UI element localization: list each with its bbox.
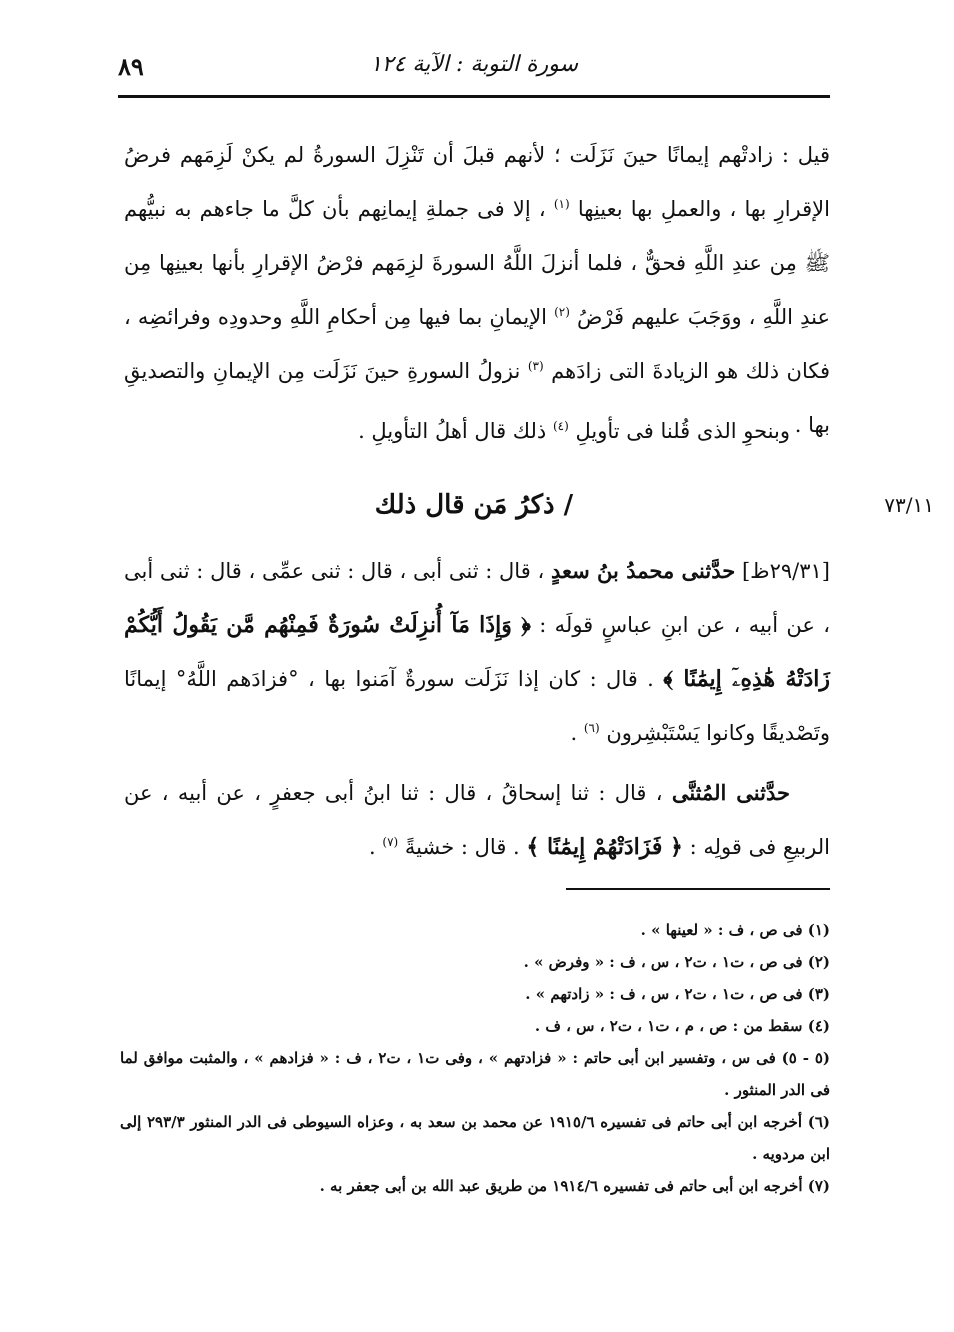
footnote: (٢) فى ص ، ت١ ، ت٢ ، س ، ف : « وفرض » . xyxy=(523,953,830,971)
footnote-marker-2: (٢) xyxy=(554,305,570,319)
paragraph-text: ، قال : ثنى أبى ، قال : ثنى عمِّى ، قال : ثنى أبى ، عن أبيه ، عن ابنِ عباسٍ قولَه : xyxy=(124,559,830,637)
quran-verse: ﴿ فَزَادَتْهُمْ إِيمَٰنًا ﴾ xyxy=(526,834,683,860)
quoted-text: °فزادَهم اللَّهُ° إيمانًا وتَصْديقًا وكانوا يَسْتَبْشِرون xyxy=(124,667,830,745)
footnote-marker-6: (٦) xyxy=(583,721,600,735)
footnote-marker-1: (١) xyxy=(553,197,570,211)
paragraph-text: . قال : كان إذا نَزَلَت سورةٌ آمَنوا بها ، xyxy=(308,667,654,691)
footnote-rule xyxy=(566,888,830,890)
paragraph-4 xyxy=(124,766,830,874)
footnote: (٤) سقط من : ص ، م ، ت١ ، ت٢ ، س ، ف . xyxy=(534,1017,830,1035)
footnote: (٧) أخرجه ابن أبى حاتم فى تفسيره ١٩١٤/٦ من طريق عبد الله بن أبى جعفر به . xyxy=(319,1177,830,1195)
footnote-marker-7: (٧) xyxy=(382,835,399,849)
paragraph-text: قيل : زادتْهم إيمانًا حينَ نَزَلَت ؛ لأنهم قبلَ أن تَنْزِلَ السورةُ لم يكنْ لَزِمَهم فرضُ الإقرارِ بها ، والعملِ بها بعينِها xyxy=(124,143,830,221)
paragraph-text: الإيمانِ بما فيها مِن أحكامِ اللَّهِ وحدودِه وفرائضِه ، فكان ذلك هو الزيادةَ التى زادَهم xyxy=(124,305,830,383)
header-rule xyxy=(118,95,830,98)
narrator: حدَّثنى المُثنَّى xyxy=(671,780,790,805)
paragraph-3 xyxy=(124,544,830,760)
footnotes xyxy=(120,914,830,1202)
narrator: حدَّثنى محمدُ بنُ سعدٍ xyxy=(550,558,736,583)
paragraph-2 xyxy=(124,404,830,458)
paragraph-text: ، إلا فى جملةِ إيمانِهم بأن كلَّ ما جاءهم به نبيُّهم ﷺ مِن عندِ اللَّهِ فحقٌّ ، فلما أنزلَ اللَّهُ السورةَ لزِمَهم فرْضُ الإقرارِ بأنها بعينِها مِن عندِ اللَّهِ ، ووَجَبَ عليهم فَرْضُ xyxy=(124,197,830,329)
paragraph-end: . xyxy=(570,721,578,745)
footnote: (١) فى ص ، ف : « لعينها » . xyxy=(640,921,830,939)
paragraph-text: . قال : خشيةً xyxy=(404,835,520,859)
paragraph-text: نزولُ السورةِ حينَ نَزَلَت مِن الإيمانِ والتصديقِ بها . xyxy=(124,359,830,437)
page-header xyxy=(118,52,830,92)
manuscript-reference: [٢٩/٣١ظ] xyxy=(741,559,830,583)
paragraph-text: وبنحوِ الذى قُلنا فى تأويلِ xyxy=(575,419,790,443)
paragraph-text: ، قال : ثنا إسحاقُ ، قال : ثنا ابنُ أبى جعفرٍ ، عن أبيه ، عن الربيعِ فى قولِه : xyxy=(124,781,830,859)
section-heading: / ذكرُ مَن قال ذلك xyxy=(374,490,574,520)
footnote: (٦) أخرجه ابن أبى حاتم فى تفسيره ١٩١٥/٦ عن محمد بن سعد به ، وعزاه السيوطى فى الدر المنثور ٢٩٣/٣ إلى ابن مردويه . xyxy=(120,1113,830,1163)
paragraph-end: . xyxy=(369,835,376,859)
footnote-marker-4: (٤) xyxy=(552,419,569,433)
footnote-marker-3: (٣) xyxy=(527,359,544,373)
page-number: ٨٩ xyxy=(118,52,144,81)
quran-verse: ﴿ وَإِذَا مَآ أُنزِلَتْ سُورَةٌ فَمِنْهُم مَّن يَقُولُ أَيُّكُمْ زَادَتْهُ هَٰذِهِۦٓ إِيمَٰنًا ﴾ xyxy=(124,612,830,692)
margin-reference: ٧٣/١١ xyxy=(884,493,934,517)
running-title: سورة التوبة : الآية ١٢٤ xyxy=(369,52,579,77)
paragraph-text: ذلك قال أهلُ التأويلِ . xyxy=(358,419,547,443)
footnote: (٣) فى ص ، ت١ ، ت٢ ، س ، ف : « زادتهم » . xyxy=(525,985,830,1003)
footnote: (٥ - ٥) فى س ، وتفسير ابن أبى حاتم : « فزادتهم » ، وفى ت١ ، ت٢ ، ف : « فزادهم » ، والمثبت موافق لما فى الدر المنثور . xyxy=(120,1049,830,1099)
